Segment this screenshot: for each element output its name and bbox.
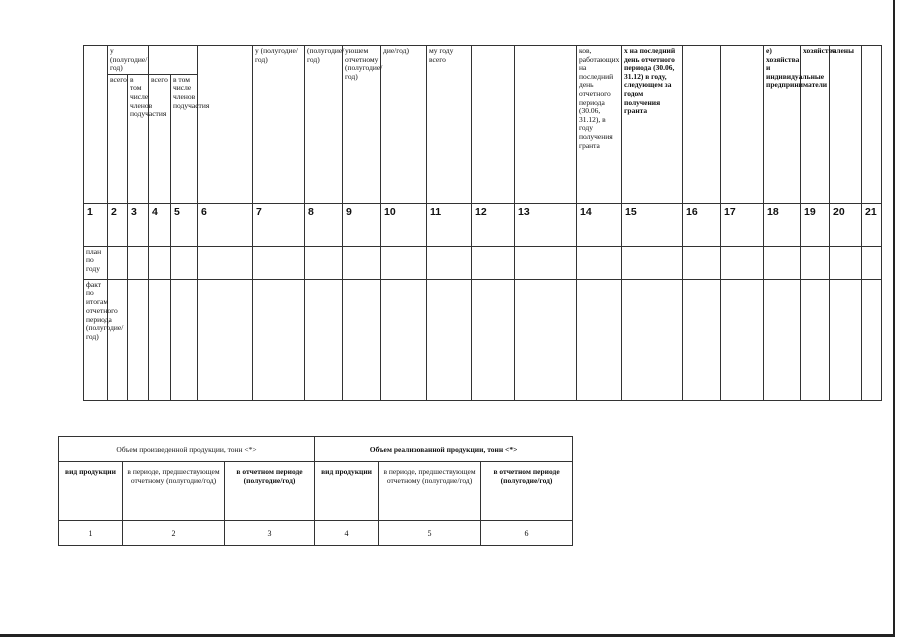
table-cell	[343, 279, 381, 400]
hdr-col-17	[721, 46, 764, 204]
table-cell	[577, 279, 622, 400]
table-row	[84, 279, 882, 400]
hdr-col-4-5	[149, 46, 198, 75]
group-header-produced: Объем произведенной продукции, тонн <*>	[59, 437, 315, 462]
table-cell	[683, 246, 721, 279]
col-header-report-period: в отчетном периоде (полугодие/год)	[481, 462, 573, 521]
table-cell	[108, 279, 128, 400]
hdr-col-4: всего	[149, 74, 171, 203]
col-number: 7	[253, 203, 305, 246]
table-cell	[198, 279, 253, 400]
col-number: 14	[577, 203, 622, 246]
hdr-col-8: (полугодие/год)	[305, 46, 343, 204]
col-number: 11	[427, 203, 472, 246]
col-number: 19	[801, 203, 830, 246]
hdr-col-19: хозяйства	[801, 46, 830, 204]
table-cell	[128, 246, 149, 279]
table-cell	[830, 279, 862, 400]
table-cell	[515, 246, 577, 279]
page-border-bottom	[0, 634, 895, 637]
hdr-col-18: е) хозяйства и индивидуальные предприниматели	[764, 46, 801, 204]
indicators-table	[83, 45, 882, 401]
table-cell	[253, 279, 305, 400]
col-number: 18	[764, 203, 801, 246]
col-number: 5	[379, 521, 481, 546]
hdr-col-15: х на последний день отчетного периода (30.06, 31.12) в году, следующем за годом получения гранта	[622, 46, 683, 204]
table-cell	[427, 279, 472, 400]
table-cell	[515, 279, 577, 400]
col-number: 2	[123, 521, 225, 546]
table-cell	[427, 246, 472, 279]
hdr-col-16	[683, 46, 721, 204]
col-number: 1	[59, 521, 123, 546]
col-header-report-period: в отчетном периоде (полугодие/год)	[225, 462, 315, 521]
table-cell	[128, 279, 149, 400]
col-number: 2	[108, 203, 128, 246]
table-cell	[149, 279, 171, 400]
hdr-col-5: в том числе членов подучастия	[171, 74, 198, 203]
hdr-col-10: дие/год)	[381, 46, 427, 204]
col-number: 16	[683, 203, 721, 246]
table-cell	[305, 246, 343, 279]
row-label-fact: факт по итогам отчетного периода (полугодие/год)	[84, 279, 108, 400]
col-number: 6	[481, 521, 573, 546]
col-number: 13	[515, 203, 577, 246]
col-number: 3	[225, 521, 315, 546]
hdr-col-6	[198, 46, 253, 204]
hdr-col-11: му году всего	[427, 46, 472, 204]
hdr-col-7: у (полугодие/год)	[253, 46, 305, 204]
col-number: 5	[171, 203, 198, 246]
col-number: 6	[198, 203, 253, 246]
col-header-product-type: вид продукции	[315, 462, 379, 521]
table-cell	[622, 246, 683, 279]
hdr-col-3: в том числе членов подучастия	[128, 74, 149, 203]
col-header-prev-period: в периоде, предшествующем отчетному (полугодие/год)	[379, 462, 481, 521]
hdr-col-14: ков, работающих на последний день отчетного периода (30.06, 31.12), в году получения гранта	[577, 46, 622, 204]
col-number: 20	[830, 203, 862, 246]
table-cell	[622, 279, 683, 400]
group-header-sold: Объем реализованной продукции, тонн <*>	[315, 437, 573, 462]
col-number: 10	[381, 203, 427, 246]
col-number: 17	[721, 203, 764, 246]
table-cell	[305, 279, 343, 400]
col-number: 4	[315, 521, 379, 546]
hdr-col-13	[515, 46, 577, 204]
table-cell	[830, 246, 862, 279]
col-number: 21	[862, 203, 882, 246]
hdr-col-12	[472, 46, 515, 204]
hdr-col-21	[862, 46, 882, 204]
table-cell	[171, 279, 198, 400]
table-cell	[253, 246, 305, 279]
table-cell	[381, 279, 427, 400]
hdr-col-1	[84, 46, 108, 204]
hdr-col-9: уюшем отчетному (полугодие/год)	[343, 46, 381, 204]
hdr-col-2-3: у (полугодие/год)	[108, 46, 149, 75]
table-cell	[577, 246, 622, 279]
table-cell	[801, 246, 830, 279]
table-cell	[343, 246, 381, 279]
col-number: 12	[472, 203, 515, 246]
production-volume-table	[58, 436, 573, 546]
table-cell	[721, 246, 764, 279]
table-cell	[472, 279, 515, 400]
table-cell	[149, 246, 171, 279]
col-header-prev-period: в периоде, предшествующем отчетному (полугодие/год)	[123, 462, 225, 521]
table-cell	[764, 246, 801, 279]
page-border-right	[893, 0, 895, 636]
col-number: 4	[149, 203, 171, 246]
table-cell	[108, 246, 128, 279]
table-cell	[381, 246, 427, 279]
table-cell	[472, 246, 515, 279]
col-number: 8	[305, 203, 343, 246]
table-cell	[721, 279, 764, 400]
row-label-plan: план по году	[84, 246, 108, 279]
table-cell	[764, 279, 801, 400]
table-cell	[862, 246, 882, 279]
col-number: 15	[622, 203, 683, 246]
col-number: 3	[128, 203, 149, 246]
table-cell	[801, 279, 830, 400]
table-cell	[171, 246, 198, 279]
col-number: 1	[84, 203, 108, 246]
table-cell	[862, 279, 882, 400]
col-header-product-type: вид продукции	[59, 462, 123, 521]
hdr-col-20: члены	[830, 46, 862, 204]
table-row	[84, 246, 882, 279]
table-cell	[683, 279, 721, 400]
table-cell	[198, 246, 253, 279]
col-number: 9	[343, 203, 381, 246]
hdr-col-2: всего	[108, 74, 128, 203]
